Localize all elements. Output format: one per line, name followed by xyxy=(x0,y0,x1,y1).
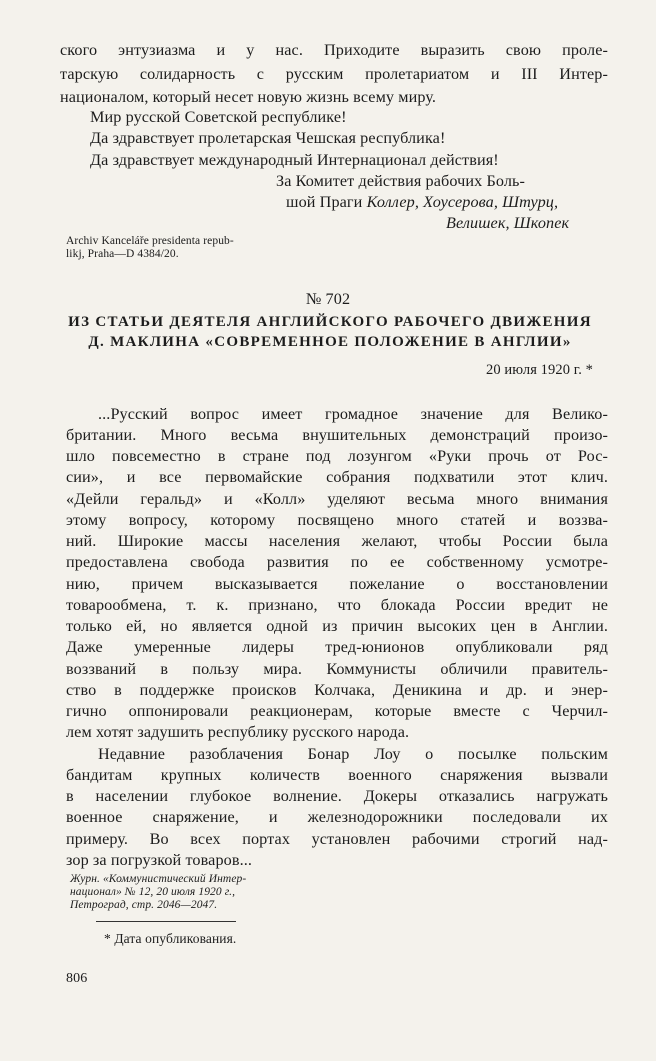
paragraph-1-line-7: ний. Широкие массы населения желают, чтобы России была xyxy=(66,532,608,550)
paragraph-1-line-9: нию, причем высказывается пожелание о восстановлении xyxy=(66,575,608,593)
paragraph-1-line-3: шло повсеместно в стране под лозунгом «Руки прочь от Рос- xyxy=(66,447,608,465)
paragraph-1-line-13: воззваний в пользу мира. Коммунисты обличили правитель- xyxy=(66,660,608,678)
journal-source-line-3: Петроград, стр. 2046—2047. xyxy=(70,899,218,911)
paragraph-1-line-2: британии. Много весьма внушительных демонстраций произо- xyxy=(66,426,608,444)
top-text-line-1: ского энтузиазма и у нас. Приходите выразить свою проле- xyxy=(60,41,608,59)
paragraph-1-line-8: предоставлена свобода развития по ее собственному усмотре- xyxy=(66,553,608,571)
top-text-line-3: националом, который несет новую жизнь всему миру. xyxy=(60,88,437,106)
paragraph-2-line-6: зор за погрузкой товаров... xyxy=(66,851,253,869)
signature-prefix: шой Праги xyxy=(286,193,367,211)
footnote-divider xyxy=(96,921,236,922)
paragraph-2-line-2: бандитам крупных количеств военного снаряжения вызвали xyxy=(66,766,608,784)
paragraph-1-line-12: Даже умеренные лидеры тред-юнионов опубликовали ряд xyxy=(66,638,608,656)
top-text-line-2: тарскую солидарность с русским пролетариатом и III Интер- xyxy=(60,65,608,83)
journal-source-line-1: Журн. «Коммунистический Интер- xyxy=(70,873,247,885)
page-number: 806 xyxy=(66,971,88,986)
paragraph-2-line-5: примеру. Во всех портах установлен рабочими строгий над- xyxy=(66,830,608,848)
paragraph-1-line-11: только ей, но является одной из причин высоких цен в Англии. xyxy=(66,617,608,635)
paragraph-2-line-1: Недавние разоблачения Бонар Лоу о посылке польским xyxy=(98,745,608,763)
archive-source-line-1: Archiv Kanceláře presidenta repub- xyxy=(66,235,234,247)
paragraph-1-line-10: товарообмена, т. к. признано, что блокада России вредит не xyxy=(66,596,608,614)
document-title-line-1: ИЗ СТАТЬИ ДЕЯТЕЛЯ АНГЛИЙСКОГО РАБОЧЕГО ДВИЖЕНИЯ xyxy=(68,314,592,330)
signature-names-1: Коллер, Хоусерова, Штурц, xyxy=(366,193,559,211)
document-date: 20 июля 1920 г. * xyxy=(486,362,594,378)
signature-line-1: За Комитет действия рабочих Боль- xyxy=(276,172,526,190)
paragraph-1-line-4: сии», и все первомайские собрания подхватили этот клич. xyxy=(66,468,608,486)
paragraph-2-line-4: военное снаряжение, и железнодорожники последовали их xyxy=(66,808,608,826)
footnote: * Дата опубликования. xyxy=(104,931,237,946)
document-number: № 702 xyxy=(305,290,351,308)
slogan-2: Да здравствует пролетарская Чешская республика! xyxy=(90,129,446,147)
journal-source-line-2: национал» № 12, 20 июля 1920 г., xyxy=(70,886,236,898)
archive-source-line-2: likj, Praha—D 4384/20. xyxy=(66,248,179,260)
paragraph-1-line-1: ...Русский вопрос имеет громадное значение для Велико- xyxy=(98,405,608,423)
slogan-3: Да здравствует международный Интернационал действия! xyxy=(90,151,499,169)
paragraph-1-line-5: «Дейли геральд» и «Колл» уделяют весьма много внимания xyxy=(66,490,608,508)
paragraph-1-line-6: этому вопросу, которому посвящено много статей и воззва- xyxy=(66,511,608,529)
paragraph-2-line-3: в населении глубокое волнение. Докеры отказались нагружать xyxy=(66,787,608,805)
paragraph-1-line-16: лем хотят задушить республику русского народа. xyxy=(66,723,410,741)
signature-line-2 xyxy=(286,192,558,213)
slogan-1: Мир русской Советской республике! xyxy=(90,108,347,126)
paragraph-1-line-15: гично оппонировали реакционерам, которые вместе с Черчил- xyxy=(66,702,608,720)
paragraph-1-line-14: ство в поддержке происков Колчака, Деникина и др. и энер- xyxy=(66,681,608,699)
signature-names-2: Велишек, Шкопек xyxy=(446,214,570,232)
document-title-line-2: Д. МАКЛИНА «СОВРЕМЕННОЕ ПОЛОЖЕНИЕ В АНГЛИИ» xyxy=(88,334,572,350)
